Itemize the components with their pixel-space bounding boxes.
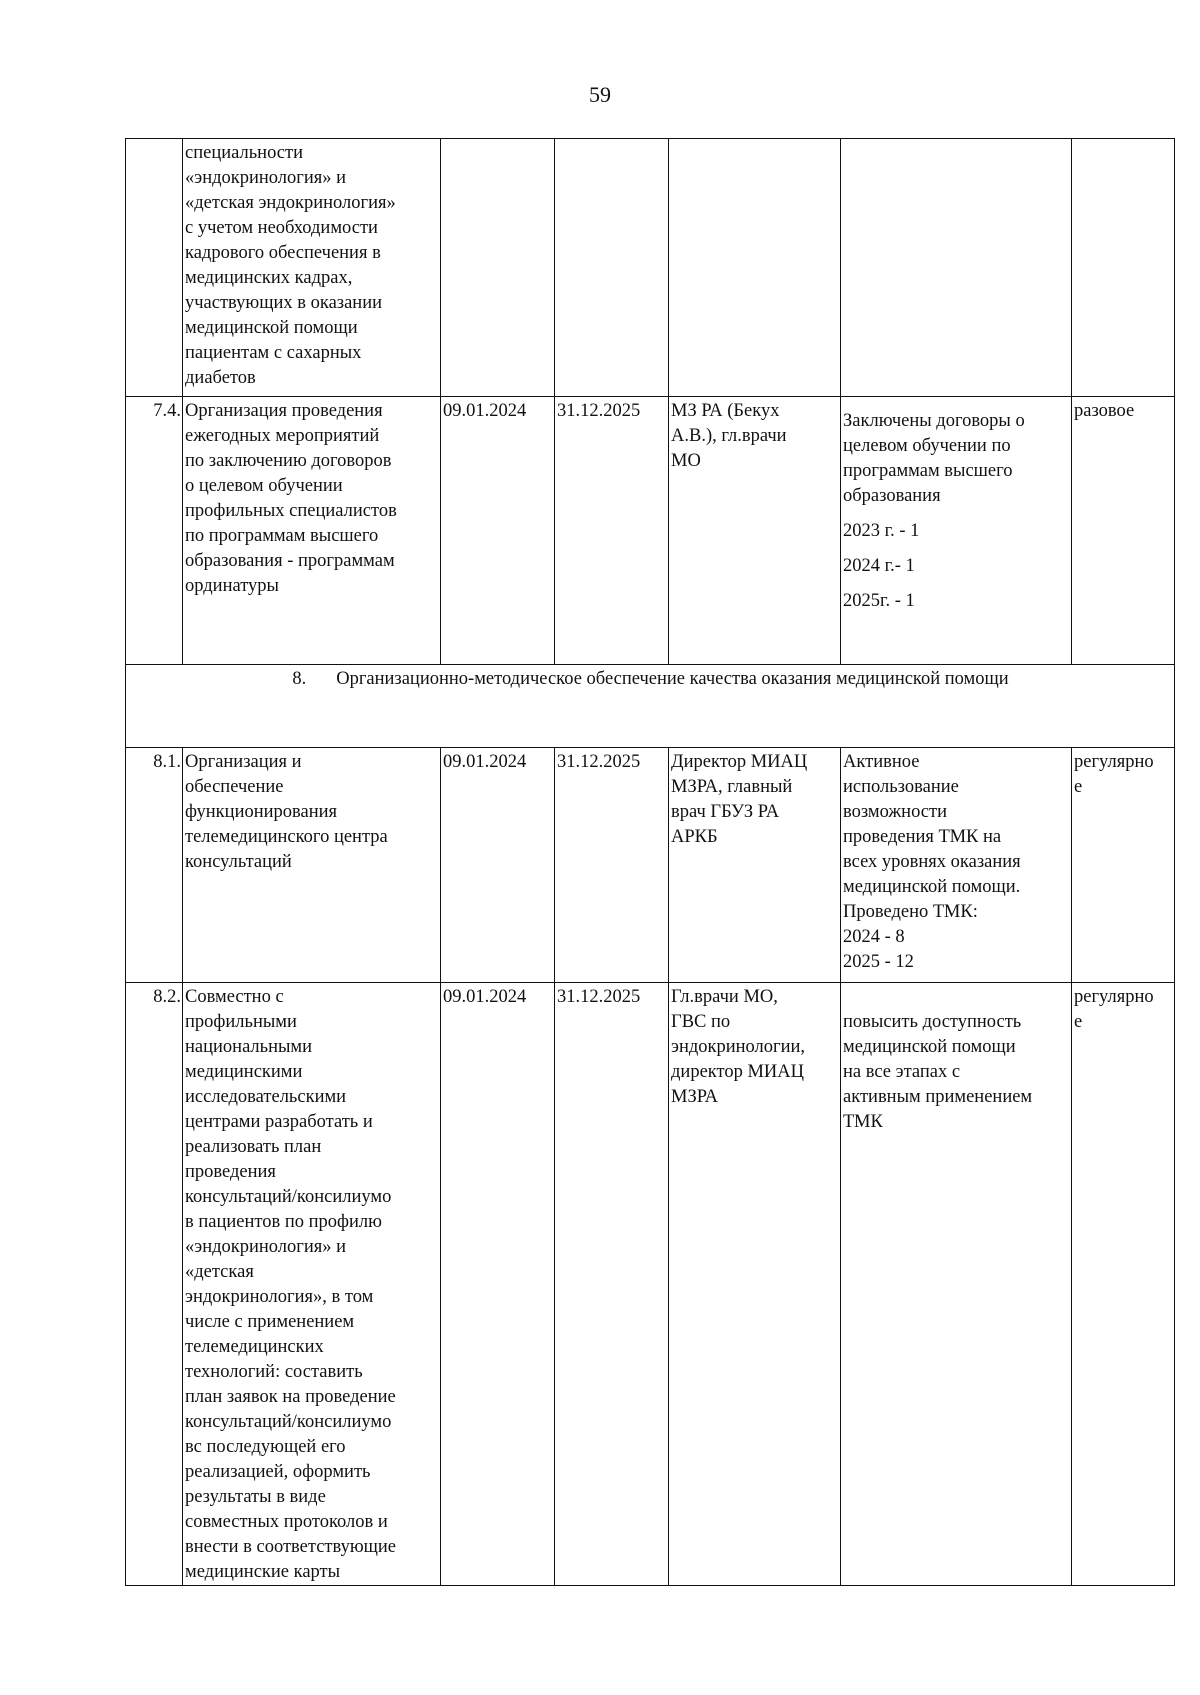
result-cell <box>841 139 1072 397</box>
table-row <box>126 397 1175 665</box>
task-cell: Организация и обеспечение функционирования телемедицинского центра консультаций <box>183 748 441 983</box>
start-date-cell: 09.01.2024 <box>441 983 555 1586</box>
row-number: 8.1. <box>126 748 183 983</box>
result-year-2023: 2023 г. - 1 <box>843 521 920 541</box>
result-year-2024: 2024 г.- 1 <box>843 556 915 576</box>
result-cell: повысить доступность медицинской помощи на все этапах с активным применением ТМК <box>841 983 1072 1586</box>
start-date-cell: 09.01.2024 <box>441 748 555 983</box>
responsible-cell: Директор МИАЦ МЗРА, главный врач ГБУЗ РА АРКБ <box>669 748 841 983</box>
periodicity-cell <box>1072 139 1175 397</box>
responsible-cell: МЗ РА (Бекух А.В.), гл.врачи МО <box>669 397 841 665</box>
table-row <box>126 748 1175 983</box>
end-date-cell: 31.12.2025 <box>555 748 669 983</box>
row-number <box>126 139 183 397</box>
result-year-2025: 2025г. - 1 <box>843 591 915 611</box>
task-cell: Организация проведения ежегодных мероприятий по заключению договоров о целевом обучении профильных специалистов по программам высшего образования - программам ординатуры <box>183 397 441 665</box>
responsible-cell <box>669 139 841 397</box>
start-date-cell: 09.01.2024 <box>441 397 555 665</box>
end-date-cell: 31.12.2025 <box>555 983 669 1586</box>
section-header <box>126 665 1175 748</box>
start-date-cell <box>441 139 555 397</box>
periodicity-cell: регулярно е <box>1072 748 1175 983</box>
periodicity-cell: разовое <box>1072 397 1175 665</box>
responsible-cell: Гл.врачи МО, ГВС по эндокринологии, директор МИАЦ МЗРА <box>669 983 841 1586</box>
result-text: Заключены договоры о целевом обучении по программам высшего образования <box>843 411 1025 506</box>
section-number: 8. <box>292 669 307 689</box>
action-plan-table <box>125 138 1175 1586</box>
end-date-cell: 31.12.2025 <box>555 397 669 665</box>
table-row <box>126 983 1175 1586</box>
result-cell <box>841 397 1072 665</box>
task-cell: специальности «эндокринология» и «детская эндокринология» с учетом необходимости кадрового обеспечения в медицинских кадрах, участвующих в оказании медицинской помощи пациентам с сахарных диабетов <box>183 139 441 397</box>
page-number: 59 <box>589 82 611 107</box>
periodicity-cell: регулярно е <box>1072 983 1175 1586</box>
section-header-row <box>126 665 1175 748</box>
result-cell: Активное использование возможности проведения ТМК на всех уровнях оказания медицинской помощи. Проведено ТМК: 2024 - 8 2025 - 12 <box>841 748 1072 983</box>
table-row <box>126 139 1175 397</box>
task-cell: Совместно с профильными национальными медицинскими исследовательскими центрами разработать и реализовать план проведения консультаций/консилиумо в пациентов по профилю «эндокринология» и «детская эндокринология», в том числе с применением телемедицинских технологий: составить план заявок на проведение консультаций/консилиумо вс последующей его реализацией, оформить результаты в виде совместных протоколов и внести в соответствующие медицинские карты <box>183 983 441 1586</box>
row-number: 7.4. <box>126 397 183 665</box>
row-number: 8.2. <box>126 983 183 1586</box>
end-date-cell <box>555 139 669 397</box>
section-title: Организационно-методическое обеспечение качества оказания медицинской помощи <box>336 669 1009 689</box>
